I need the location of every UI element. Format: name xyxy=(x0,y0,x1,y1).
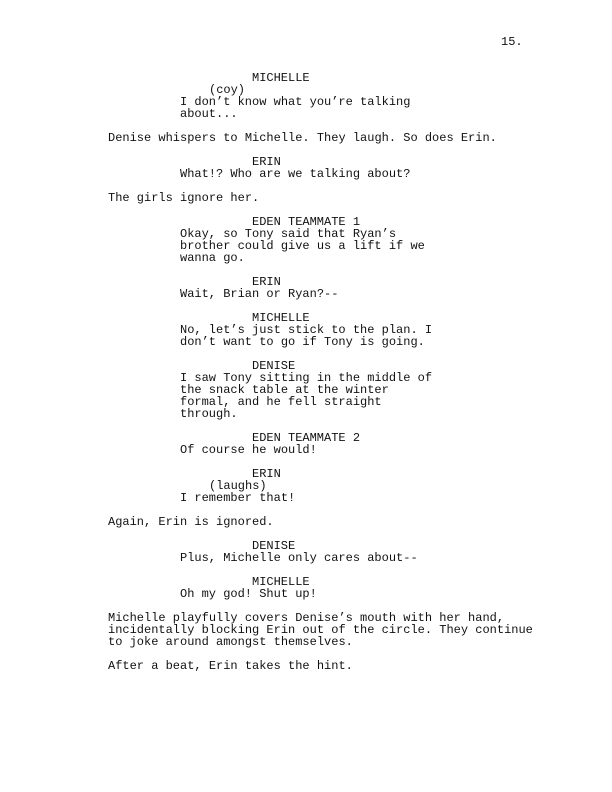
action-line: The girls ignore her. xyxy=(108,191,260,205)
action-line: to joke around amongst themselves. xyxy=(108,635,353,649)
character-cue: MICHELLE xyxy=(252,311,310,325)
character-cue: MICHELLE xyxy=(252,71,310,85)
dialogue-line: I saw Tony sitting in the middle of xyxy=(180,371,433,385)
character-cue: ERIN xyxy=(252,155,281,169)
character-cue: MICHELLE xyxy=(252,575,310,589)
character-cue: EDEN TEAMMATE 2 xyxy=(252,431,361,445)
character-cue: ERIN xyxy=(252,275,281,289)
blank-line xyxy=(108,528,528,540)
blank-line xyxy=(108,456,528,468)
blank-line xyxy=(108,144,528,156)
action-line: After a beat, Erin takes the hint. xyxy=(108,659,353,673)
page-number: 15. xyxy=(501,35,523,49)
dialogue-line: Wait, Brian or Ryan?-- xyxy=(180,287,339,301)
dialogue-line: No, let’s just stick to the plan. I xyxy=(180,323,433,337)
dialogue-line: brother could give us a lift if we xyxy=(180,239,425,253)
dialogue-line: Okay, so Tony said that Ryan’s xyxy=(180,227,397,241)
blank-line xyxy=(108,264,528,276)
blank-line xyxy=(108,300,528,312)
dialogue-line: I remember that! xyxy=(180,491,296,505)
action-line: incidentally blocking Erin out of the circle. They continue xyxy=(108,623,533,637)
character-cue: DENISE xyxy=(252,539,296,553)
dialogue-line: formal, and he fell straight xyxy=(180,395,382,409)
dialogue-line: Plus, Michelle only cares about-- xyxy=(180,551,418,565)
dialogue-line: What!? Who are we talking about? xyxy=(180,167,411,181)
blank-line xyxy=(108,564,528,576)
dialogue-line: through. xyxy=(180,407,238,421)
parenthetical: (laughs) xyxy=(209,479,267,493)
action-line: Michelle playfully covers Denise’s mouth with her hand, xyxy=(108,611,505,625)
character-cue: ERIN xyxy=(252,467,281,481)
dialogue-line: Of course he would! xyxy=(180,443,317,457)
dialogue-line: wanna go. xyxy=(180,251,245,265)
action-line: Again, Erin is ignored. xyxy=(108,515,274,529)
dialogue-line: about... xyxy=(180,107,238,121)
dialogue-line: the snack table at the winter xyxy=(180,383,389,397)
character-cue: DENISE xyxy=(252,359,296,373)
script-body xyxy=(108,71,533,673)
character-cue: EDEN TEAMMATE 1 xyxy=(252,215,361,229)
parenthetical: (coy) xyxy=(209,83,246,97)
dialogue-line: don’t want to go if Tony is going. xyxy=(180,335,425,349)
blank-line xyxy=(108,348,528,360)
dialogue-line: Oh my god! Shut up! xyxy=(180,587,317,601)
dialogue-line: I don’t know what you’re talking xyxy=(180,95,411,109)
action-line: Denise whispers to Michelle. They laugh. So does Erin. xyxy=(108,131,497,145)
